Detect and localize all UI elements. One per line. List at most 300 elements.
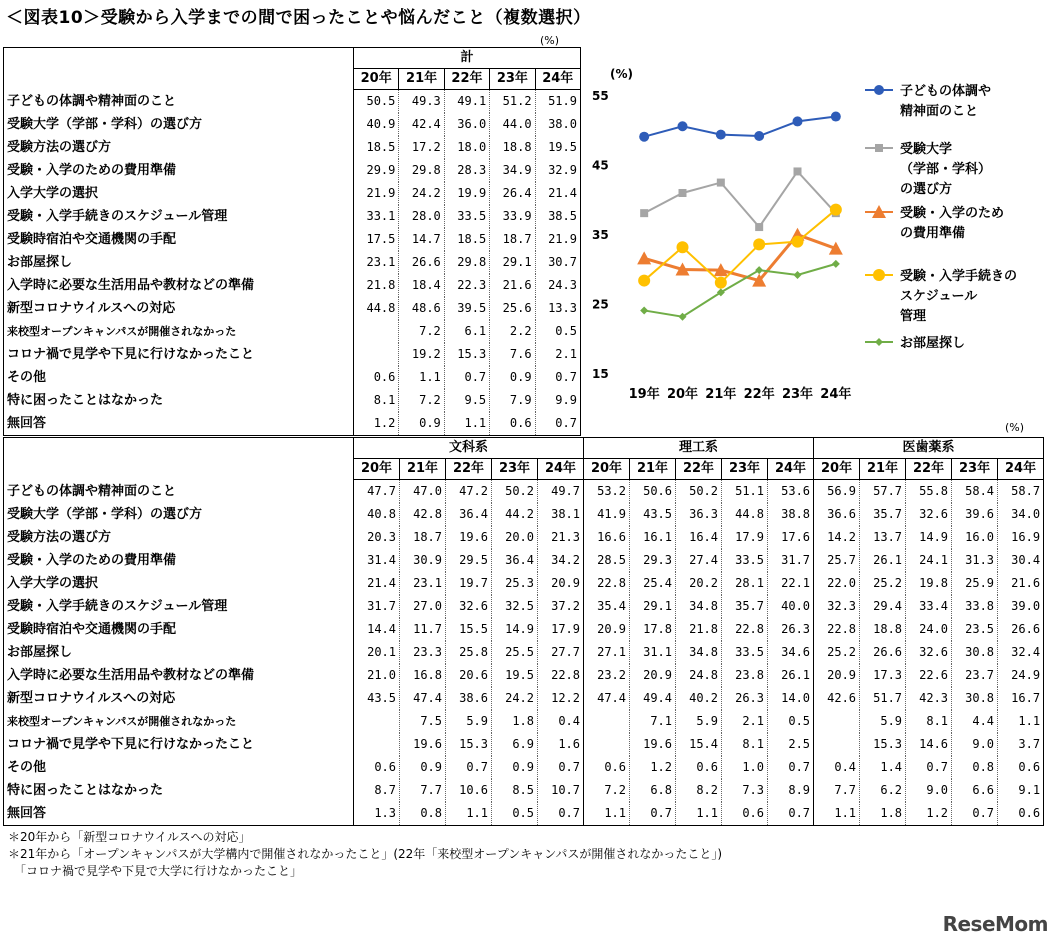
table-cell: 15.3 xyxy=(860,733,906,756)
table-cell: 16.4 xyxy=(676,526,722,549)
table-cell: 48.6 xyxy=(399,297,444,320)
x-tick-label: 23年 xyxy=(781,387,814,402)
data-point xyxy=(794,271,802,279)
table-cell: 19.7 xyxy=(446,572,492,595)
chart-unit-label: (%) xyxy=(610,67,633,81)
table-cell: 7.2 xyxy=(399,320,444,343)
table-cell: 7.2 xyxy=(399,389,444,412)
table-cell: 33.4 xyxy=(906,595,952,618)
table-cell: 24.0 xyxy=(906,618,952,641)
table-cell: 28.0 xyxy=(399,205,444,228)
table-cell: 0.6 xyxy=(722,802,768,826)
data-point xyxy=(831,112,841,122)
table-cell: 19.9 xyxy=(444,182,489,205)
data-point xyxy=(637,251,651,264)
table-cell: 1.1 xyxy=(399,366,444,389)
table-cell: 16.8 xyxy=(400,664,446,687)
table-row xyxy=(4,412,581,436)
table-cell: 24.1 xyxy=(906,549,952,572)
table-cell: 53.6 xyxy=(768,480,814,504)
table-cell: 49.1 xyxy=(444,90,489,114)
row-label: 受験・入学のための費用準備 xyxy=(4,159,354,182)
table-cell: 33.9 xyxy=(490,205,535,228)
footnotes xyxy=(8,829,722,880)
table-cell: 43.5 xyxy=(354,687,400,710)
table-cell: 50.2 xyxy=(492,480,538,504)
table-cell: 35.4 xyxy=(584,595,630,618)
data-point xyxy=(874,85,884,95)
year-header: 24年 xyxy=(998,459,1044,480)
row-label: 無回答 xyxy=(4,412,354,436)
table-cell: 8.1 xyxy=(906,710,952,733)
data-point xyxy=(640,209,648,217)
table-cell: 18.8 xyxy=(860,618,906,641)
table-cell: 19.6 xyxy=(630,733,676,756)
table-cell: 23.5 xyxy=(952,618,998,641)
row-label: 入学時に必要な生活用品や教材などの準備 xyxy=(4,664,354,687)
table-cell: 29.5 xyxy=(446,549,492,572)
table-cell: 58.4 xyxy=(952,480,998,504)
table-cell: 25.6 xyxy=(490,297,535,320)
row-label: 特に困ったことはなかった xyxy=(4,389,354,412)
table-cell: 0.5 xyxy=(492,802,538,826)
footnote: ＊21年から「オープンキャンパスが大学構内で開催されなかったこと」(22年「来校型オープンキャンパスが開催されなかったこと」) xyxy=(8,847,723,861)
legend-label: 受験・入学手続きのスケジュール管理 xyxy=(900,269,1018,324)
table-cell: 1.1 xyxy=(444,412,489,436)
table-cell: 36.3 xyxy=(676,503,722,526)
table-cell: 25.3 xyxy=(492,572,538,595)
table-cell: 33.1 xyxy=(354,205,399,228)
table-cell: 17.5 xyxy=(354,228,399,251)
table-cell: 25.4 xyxy=(630,572,676,595)
table-row xyxy=(4,389,581,412)
table-cell: 38.1 xyxy=(538,503,584,526)
table-cell: 7.5 xyxy=(400,710,446,733)
header-blank xyxy=(4,48,354,90)
table-cell: 1.3 xyxy=(354,802,400,826)
legend-label: 受験大学（学部・学科）の選び方 xyxy=(900,142,992,197)
data-point xyxy=(830,204,842,216)
table-cell: 8.1 xyxy=(354,389,399,412)
year-header: 23年 xyxy=(490,69,535,90)
table-cell: 15.4 xyxy=(676,733,722,756)
table-cell: 29.8 xyxy=(399,159,444,182)
table-cell: 8.2 xyxy=(676,779,722,802)
table-cell: 29.1 xyxy=(630,595,676,618)
table-row xyxy=(4,641,1044,664)
table-cell: 0.7 xyxy=(630,802,676,826)
row-label: 来校型オープンキャンパスが開催されなかった xyxy=(4,320,354,343)
table-cell: 18.8 xyxy=(490,136,535,159)
table-cell: 26.6 xyxy=(998,618,1044,641)
table-cell: 17.9 xyxy=(722,526,768,549)
table-cell: 25.9 xyxy=(952,572,998,595)
table-cell: 1.8 xyxy=(492,710,538,733)
table-cell: 20.9 xyxy=(630,664,676,687)
data-point xyxy=(639,132,649,142)
table-cell: 29.4 xyxy=(860,595,906,618)
table-cell: 32.6 xyxy=(906,503,952,526)
table-cell: 7.7 xyxy=(814,779,860,802)
year-header: 23年 xyxy=(492,459,538,480)
row-label: 新型コロナウイルスへの対応 xyxy=(4,297,354,320)
data-point xyxy=(832,260,840,268)
table-cell: 0.7 xyxy=(535,366,580,389)
table-cell: 3.7 xyxy=(998,733,1044,756)
table-cell: 21.4 xyxy=(535,182,580,205)
table-cell: 20.1 xyxy=(354,641,400,664)
table-row xyxy=(4,274,581,297)
group-header: 医歯薬系 xyxy=(814,438,1044,459)
x-tick-label: 22年 xyxy=(743,387,775,402)
table-cell: 1.4 xyxy=(860,756,906,779)
row-label: お部屋探し xyxy=(4,251,354,274)
table-cell: 29.9 xyxy=(354,159,399,182)
table-cell: 27.4 xyxy=(676,549,722,572)
table-cell: 31.7 xyxy=(768,549,814,572)
row-label: 受験時宿泊や交通機関の手配 xyxy=(4,618,354,641)
row-label: 受験大学（学部・学科）の選び方 xyxy=(4,113,354,136)
table-cell xyxy=(354,320,399,343)
table-row xyxy=(4,526,1044,549)
table-cell: 24.2 xyxy=(399,182,444,205)
data-point xyxy=(640,306,648,314)
table-cell: 40.9 xyxy=(354,113,399,136)
table-cell: 23.8 xyxy=(722,664,768,687)
table-cell: 32.3 xyxy=(814,595,860,618)
row-label: その他 xyxy=(4,366,354,389)
group-header: 文科系 xyxy=(354,438,584,459)
table-cell: 14.7 xyxy=(399,228,444,251)
table-cell: 12.2 xyxy=(538,687,584,710)
row-label: お部屋探し xyxy=(4,641,354,664)
row-label: 入学大学の選択 xyxy=(4,572,354,595)
table-cell: 1.1 xyxy=(998,710,1044,733)
x-tick-label: 19年 xyxy=(628,387,660,402)
table-cell: 22.8 xyxy=(814,618,860,641)
table-row xyxy=(4,90,581,114)
table-cell: 44.2 xyxy=(492,503,538,526)
table-row xyxy=(4,159,581,182)
table-row xyxy=(4,251,581,274)
table-cell: 1.1 xyxy=(814,802,860,826)
table-row xyxy=(4,618,1044,641)
table-cell: 25.7 xyxy=(814,549,860,572)
data-point xyxy=(792,236,804,248)
table-cell: 23.1 xyxy=(400,572,446,595)
table-cell: 27.0 xyxy=(400,595,446,618)
table-cell: 8.9 xyxy=(768,779,814,802)
header-blank xyxy=(4,438,354,480)
table-row xyxy=(4,664,1044,687)
table-cell: 20.0 xyxy=(492,526,538,549)
table-cell: 30.8 xyxy=(952,687,998,710)
table-row xyxy=(4,297,581,320)
table-cell: 42.6 xyxy=(814,687,860,710)
table-cell: 17.6 xyxy=(768,526,814,549)
table-cell: 1.2 xyxy=(354,412,399,436)
table-cell: 17.8 xyxy=(630,618,676,641)
table-cell: 6.8 xyxy=(630,779,676,802)
table-cell: 47.2 xyxy=(446,480,492,504)
table-cell: 37.2 xyxy=(538,595,584,618)
data-point xyxy=(753,238,765,250)
table-cell: 43.5 xyxy=(630,503,676,526)
table-row xyxy=(4,710,1044,733)
table-cell xyxy=(584,710,630,733)
table-cell: 30.4 xyxy=(998,549,1044,572)
table-cell: 22.0 xyxy=(814,572,860,595)
table-cell: 47.4 xyxy=(400,687,446,710)
table-cell: 9.1 xyxy=(998,779,1044,802)
table-cell: 1.6 xyxy=(538,733,584,756)
table-cell: 21.8 xyxy=(676,618,722,641)
legend-label: 子どもの体調や精神面のこと xyxy=(900,84,992,119)
table-cell: 0.7 xyxy=(446,756,492,779)
table-cell: 49.3 xyxy=(399,90,444,114)
year-header: 24年 xyxy=(768,459,814,480)
table-cell: 21.8 xyxy=(354,274,399,297)
table-cell: 8.7 xyxy=(354,779,400,802)
table-cell: 10.7 xyxy=(538,779,584,802)
row-label: 受験・入学手続きのスケジュール管理 xyxy=(4,595,354,618)
table-cell: 28.5 xyxy=(584,549,630,572)
year-header: 23年 xyxy=(952,459,998,480)
table-cell: 58.7 xyxy=(998,480,1044,504)
table-cell: 31.4 xyxy=(354,549,400,572)
table-cell: 33.8 xyxy=(952,595,998,618)
table-cell: 14.0 xyxy=(768,687,814,710)
line-chart xyxy=(580,60,1055,405)
table-cell: 19.5 xyxy=(492,664,538,687)
table-cell: 31.1 xyxy=(630,641,676,664)
table-cell: 30.8 xyxy=(952,641,998,664)
data-point xyxy=(794,167,802,175)
table-cell: 7.6 xyxy=(490,343,535,366)
table-cell: 53.2 xyxy=(584,480,630,504)
table-cell: 0.7 xyxy=(538,802,584,826)
table-cell xyxy=(354,343,399,366)
table-cell: 1.1 xyxy=(676,802,722,826)
table-cell: 25.2 xyxy=(814,641,860,664)
table-cell: 27.1 xyxy=(584,641,630,664)
table-cell: 8.1 xyxy=(722,733,768,756)
table-cell: 0.7 xyxy=(768,756,814,779)
table-cell: 34.8 xyxy=(676,641,722,664)
table-cell: 23.1 xyxy=(354,251,399,274)
table-cell: 5.9 xyxy=(676,710,722,733)
data-point xyxy=(715,277,727,289)
year-header: 24年 xyxy=(538,459,584,480)
row-label: 入学大学の選択 xyxy=(4,182,354,205)
table-cell: 23.2 xyxy=(584,664,630,687)
table-cell xyxy=(814,710,860,733)
table-cell: 0.6 xyxy=(354,756,400,779)
table-cell: 32.6 xyxy=(906,641,952,664)
table-cell: 20.6 xyxy=(446,664,492,687)
table-cell: 6.1 xyxy=(444,320,489,343)
table-row xyxy=(4,113,581,136)
table-cell: 36.4 xyxy=(492,549,538,572)
footnote: ＊20年から「新型コロナウイルスへの対応」 xyxy=(8,830,251,844)
table-cell xyxy=(354,733,400,756)
table-cell: 22.8 xyxy=(538,664,584,687)
table-cell: 10.6 xyxy=(446,779,492,802)
table-cell: 29.1 xyxy=(490,251,535,274)
data-point xyxy=(679,189,687,197)
table-cell: 6.6 xyxy=(952,779,998,802)
table-cell: 15.3 xyxy=(446,733,492,756)
series-line xyxy=(644,264,836,317)
data-point xyxy=(677,241,689,253)
table-row xyxy=(4,503,1044,526)
table-cell: 22.8 xyxy=(722,618,768,641)
table-cell: 35.7 xyxy=(860,503,906,526)
table-cell: 0.7 xyxy=(538,756,584,779)
row-label: その他 xyxy=(4,756,354,779)
group-header: 計 xyxy=(354,48,581,69)
table-cell: 18.4 xyxy=(399,274,444,297)
table-cell: 34.6 xyxy=(768,641,814,664)
table-cell: 7.1 xyxy=(630,710,676,733)
series-line xyxy=(644,171,836,227)
table-cell: 42.4 xyxy=(399,113,444,136)
header-row-group xyxy=(4,438,1044,459)
table-cell: 29.8 xyxy=(444,251,489,274)
table-cell: 41.9 xyxy=(584,503,630,526)
table-cell: 0.9 xyxy=(492,756,538,779)
table-cell: 16.0 xyxy=(952,526,998,549)
year-header: 24年 xyxy=(535,69,580,90)
table-cell: 21.3 xyxy=(538,526,584,549)
table-cell: 9.5 xyxy=(444,389,489,412)
table-cell: 0.9 xyxy=(399,412,444,436)
table-cell: 14.2 xyxy=(814,526,860,549)
table-cell: 28.3 xyxy=(444,159,489,182)
table-cell: 7.7 xyxy=(400,779,446,802)
table-cell: 24.9 xyxy=(998,664,1044,687)
table-cell: 21.9 xyxy=(535,228,580,251)
table-cell: 30.9 xyxy=(400,549,446,572)
table-cell: 1.2 xyxy=(906,802,952,826)
data-point xyxy=(716,130,726,140)
table-cell: 38.0 xyxy=(535,113,580,136)
table-cell: 0.6 xyxy=(998,802,1044,826)
table-cell: 49.7 xyxy=(538,480,584,504)
row-label: 特に困ったことはなかった xyxy=(4,779,354,802)
table-cell: 19.6 xyxy=(446,526,492,549)
table-row xyxy=(4,343,581,366)
row-label: 受験方法の選び方 xyxy=(4,136,354,159)
table-cell: 0.9 xyxy=(490,366,535,389)
table-cell: 26.1 xyxy=(768,664,814,687)
table-cell: 1.1 xyxy=(584,802,630,826)
year-header: 21年 xyxy=(630,459,676,480)
table-cell: 9.0 xyxy=(952,733,998,756)
data-point xyxy=(875,144,883,152)
table-cell: 21.0 xyxy=(354,664,400,687)
table-cell: 44.8 xyxy=(354,297,399,320)
table-cell: 32.6 xyxy=(446,595,492,618)
table-cell: 34.2 xyxy=(538,549,584,572)
table-cell: 14.9 xyxy=(906,526,952,549)
data-point xyxy=(755,223,763,231)
table-cell: 56.9 xyxy=(814,480,860,504)
top-table xyxy=(3,47,581,436)
row-label: 子どもの体調や精神面のこと xyxy=(4,480,354,504)
series-line xyxy=(644,117,836,137)
y-tick-label: 55 xyxy=(592,89,609,103)
table-cell: 0.5 xyxy=(535,320,580,343)
series-line xyxy=(644,235,836,281)
table-cell: 15.5 xyxy=(446,618,492,641)
table-cell: 32.9 xyxy=(535,159,580,182)
table-cell: 0.6 xyxy=(490,412,535,436)
table-cell: 26.3 xyxy=(722,687,768,710)
table-row xyxy=(4,182,581,205)
table-cell: 1.1 xyxy=(446,802,492,826)
group-header: 理工系 xyxy=(584,438,814,459)
legend-label: 受験・入学のための費用準備 xyxy=(900,206,1005,241)
table-cell: 34.0 xyxy=(998,503,1044,526)
table-cell: 42.8 xyxy=(400,503,446,526)
table-cell: 34.8 xyxy=(676,595,722,618)
table-cell: 22.1 xyxy=(768,572,814,595)
x-tick-label: 21年 xyxy=(705,387,737,402)
row-label: 無回答 xyxy=(4,802,354,826)
year-header: 22年 xyxy=(446,459,492,480)
legend-label: お部屋探し xyxy=(900,336,966,351)
table-cell: 29.3 xyxy=(630,549,676,572)
table-cell: 7.9 xyxy=(490,389,535,412)
data-point xyxy=(793,116,803,126)
year-header: 23年 xyxy=(722,459,768,480)
data-point xyxy=(638,275,650,287)
table-cell: 39.0 xyxy=(998,595,1044,618)
table-row xyxy=(4,687,1044,710)
table-cell: 21.4 xyxy=(354,572,400,595)
table-cell: 47.7 xyxy=(354,480,400,504)
table-cell: 22.6 xyxy=(906,664,952,687)
table-cell: 7.2 xyxy=(584,779,630,802)
year-header: 20年 xyxy=(354,459,400,480)
table-cell: 20.9 xyxy=(538,572,584,595)
row-label: コロナ禍で見学や下見に行けなかったこと xyxy=(4,343,354,366)
y-tick-label: 45 xyxy=(592,158,609,173)
table-cell: 21.9 xyxy=(354,182,399,205)
table-cell: 2.1 xyxy=(535,343,580,366)
table-cell: 51.2 xyxy=(490,90,535,114)
table-cell: 0.7 xyxy=(906,756,952,779)
table-cell: 5.9 xyxy=(446,710,492,733)
table-cell: 38.5 xyxy=(535,205,580,228)
table-cell: 33.5 xyxy=(722,549,768,572)
table-cell: 0.8 xyxy=(400,802,446,826)
table-cell: 30.7 xyxy=(535,251,580,274)
table-row xyxy=(4,549,1044,572)
table-row xyxy=(4,228,581,251)
y-tick-label: 15 xyxy=(592,367,609,381)
table-row xyxy=(4,756,1044,779)
table-cell: 1.8 xyxy=(860,802,906,826)
table-cell: 14.6 xyxy=(906,733,952,756)
row-label: 受験大学（学部・学科）の選び方 xyxy=(4,503,354,526)
table-cell: 31.3 xyxy=(952,549,998,572)
table-cell: 40.8 xyxy=(354,503,400,526)
table-cell: 25.2 xyxy=(860,572,906,595)
table-cell: 22.8 xyxy=(584,572,630,595)
table-cell: 0.6 xyxy=(584,756,630,779)
